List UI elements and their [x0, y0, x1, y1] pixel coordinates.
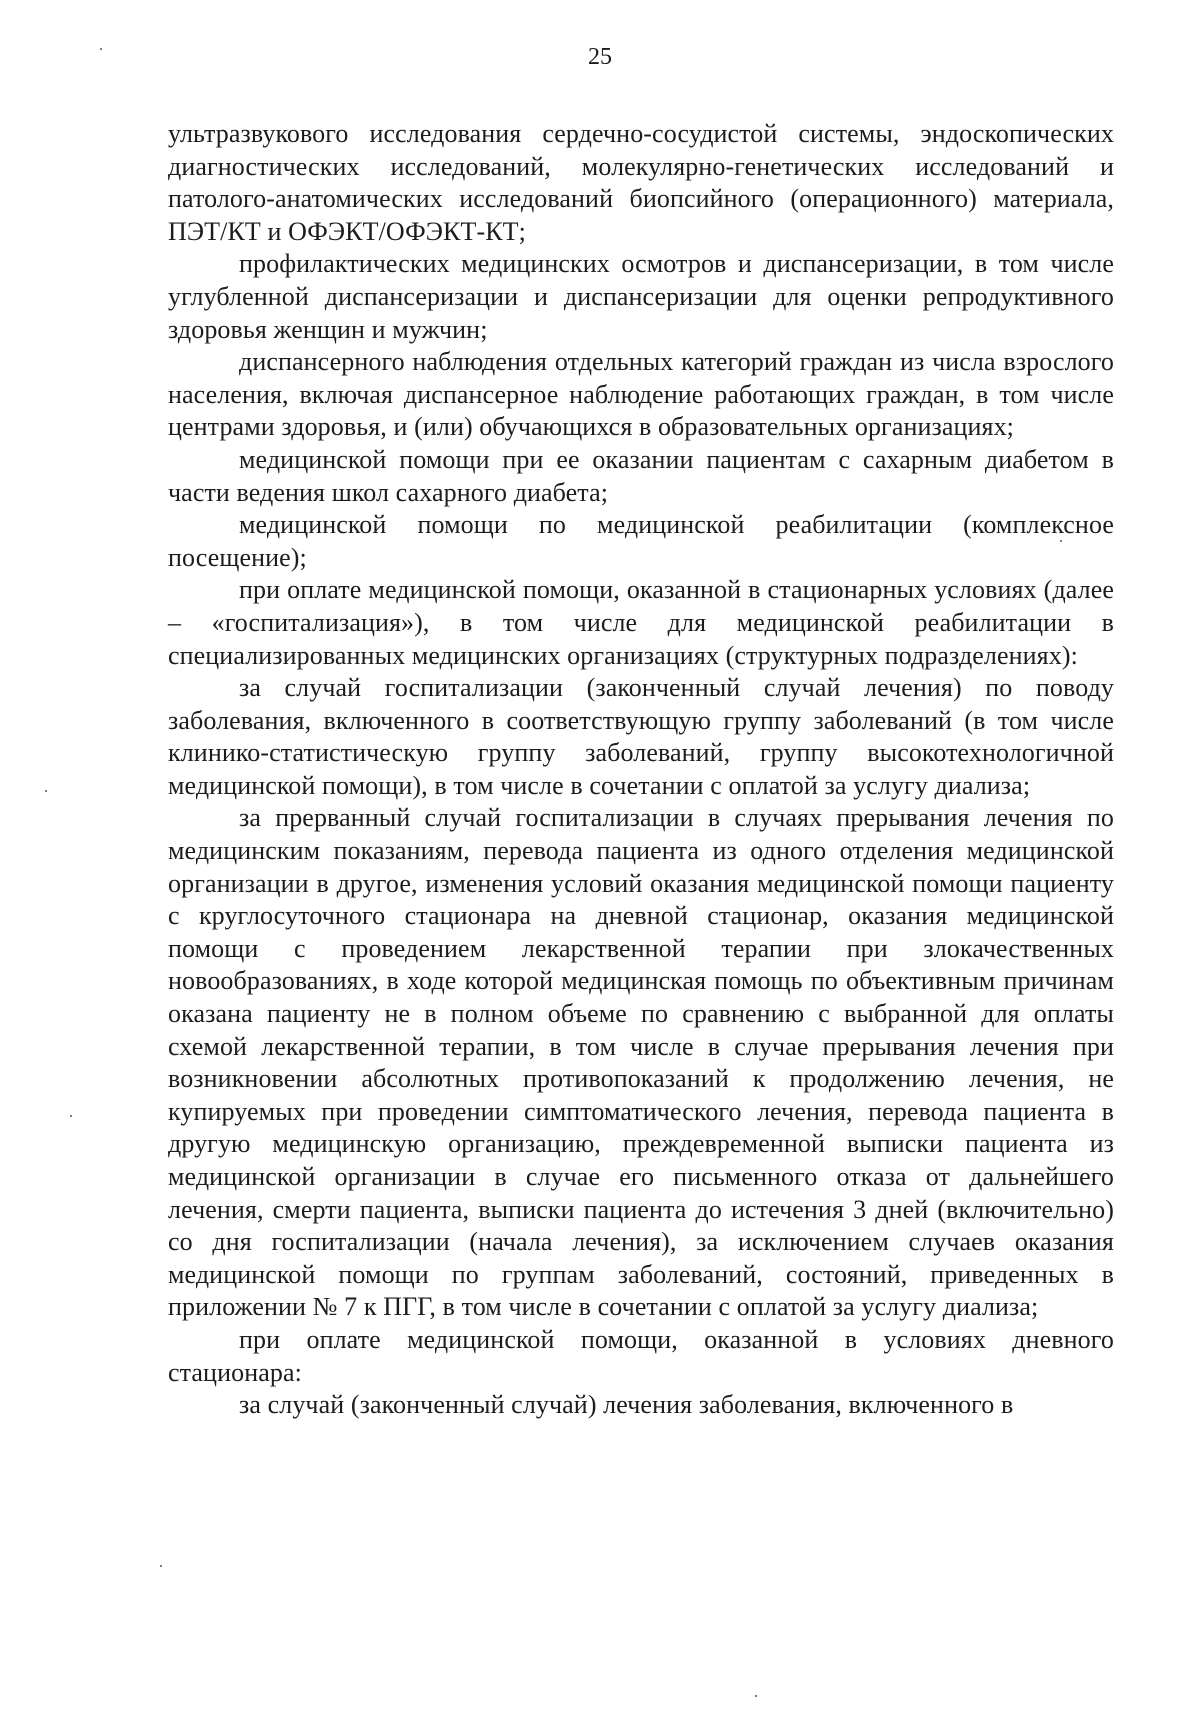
- scan-speck: [70, 1115, 72, 1117]
- paragraph-day-hospital-case: за случай (законченный случай) лечения заболевания, включенного в: [239, 1390, 1014, 1420]
- paragraph-hospitalization-case: за случай госпитализации (законченный случай лечения) по поводу заболевания, включенного в соответствующую группу заболеваний (в том числе клинико-статистическую группу заболеваний, группу высокотехнологичной медицинской помощи), в том числе в сочетании с оплатой за услугу диализа;: [168, 673, 1114, 800]
- scan-speck: [755, 1695, 757, 1697]
- paragraph-ultrasound-research: ультразвукового исследования сердечно-сосудистой системы, эндоскопических диагностических исследований, молекулярно-генетических исследований и патолого-анатомических исследований биопсийного (операционного) материала, ПЭТ/КТ и ОФЭКТ/ОФЭКТ-КТ;: [168, 119, 1114, 246]
- document-body: [168, 118, 1114, 1422]
- paragraph-diabetes-schools: медицинской помощи при ее оказании пациентам с сахарным диабетом в части ведения школ сахарного диабета;: [168, 444, 1114, 507]
- page-number: 25: [588, 44, 612, 70]
- scan-speck: [45, 790, 47, 792]
- scan-speck: [100, 48, 102, 50]
- paragraph-preventive-examinations: профилактических медицинских осмотров и диспансеризации, в том числе углубленной диспансеризации и диспансеризации для оценки репродуктивного здоровья женщин и мужчин;: [168, 249, 1114, 344]
- paragraph-rehabilitation-visit: медицинской помощи по медицинской реабилитации (комплексное посещение);: [168, 510, 1114, 572]
- scan-speck: [160, 1565, 162, 1567]
- paragraph-inpatient-payment: при оплате медицинской помощи, оказанной в стационарных условиях (далее – «госпитализация»), в том числе для медицинской реабилитации в специализированных медицинских организациях (структурных подразделениях):: [168, 575, 1114, 670]
- paragraph-interrupted-hospitalization: за прерванный случай госпитализации в случаях прерывания лечения по медицинским показаниям, перевода пациента из одного отделения медицинской организации в другое, изменения условий оказания медицинской помощи пациенту с круглосуточного стационара на дневной стационар, оказания медицинской помощи с проведением лекарственной терапии при злокачественных новообразованиях, в ходе которой медицинская помощь по объективным причинам оказана пациенту не в полном объеме по сравнению с выбранной для оплаты схемой лекарственной терапии, в том числе в случае прерывания лечения при возникновении абсолютных противопоказаний к продолжению лечения, не купируемых при проведении симптоматического лечения, перевода пациента в другую медицинскую организацию, преждевременной выписки пациента из медицинской организации в случае его письменного отказа от дальнейшего лечения, смерти пациента, выписки пациента до истечения 3 дней (включительно) со дня госпитализации (начала лечения), за исключением случаев оказания медицинской помощи по группам заболеваний, состояний, приведенных в приложении № 7 к ПГГ, в том числе в сочетании с оплатой за услугу диализа;: [168, 803, 1114, 1322]
- paragraph-day-hospital-payment: при оплате медицинской помощи, оказанной в условиях дневного стационара:: [168, 1324, 1114, 1387]
- paragraph-dispensary-observation: диспансерного наблюдения отдельных категорий граждан из числа взрослого населения, включая диспансерное наблюдение работающих граждан, в том числе центрами здоровья, и (или) обучающихся в образовательных организациях;: [168, 347, 1114, 442]
- scan-speck: [1060, 540, 1062, 542]
